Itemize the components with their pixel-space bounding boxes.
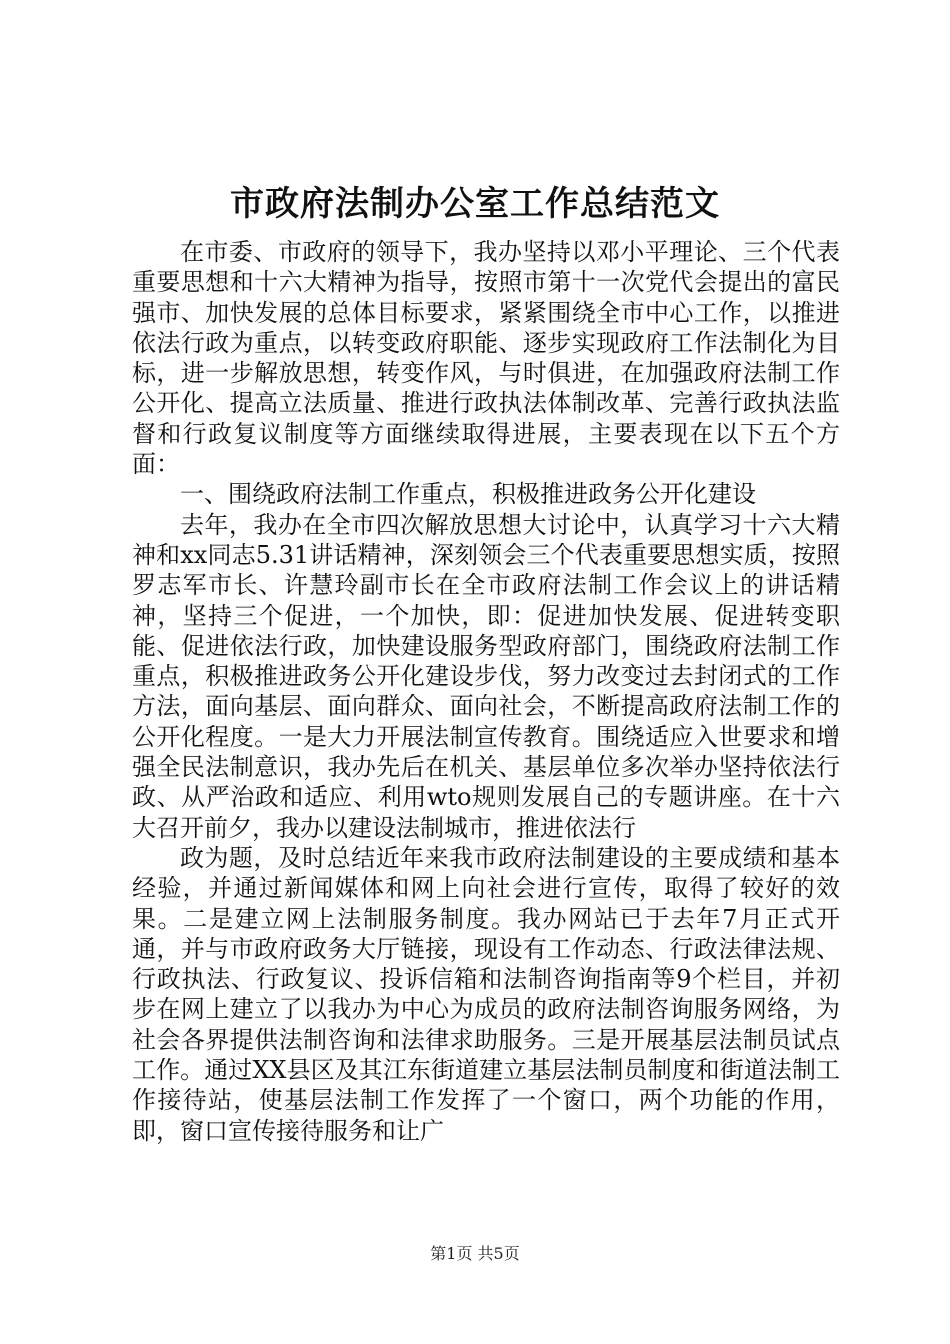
section-heading-1: 一、围绕政府法制工作重点，积极推进政务公开化建设 (180, 480, 756, 509)
paragraph-section-1: 去年，我办在全市四次解放思想大讨论中，认真学习十六大精神和xx同志5.31讲话精神，深刻领会三个代表重要思想实质，按照罗志军市长、许慧玲副市长在全市政府法制工作会议上的讲话精神，坚持三个促进，一个加快，即：促进加快发展、促进转变职能、促进依法行政，加快建设服务型政府部门，围绕政府法制工作重点，积极推进政务公开化建设步伐，努力改变过去封闭式的工作方法，面向基层、面向群众、面向社会，不断提高政府法制工作的公开化程度。一是大力开展法制宣传教育。围绕适应入世要求和增强全民法制意识，我办先后在机关、基层单位多次举办坚持依法行政、从严治政和适应、利用wto规则发展自己的专题讲座。在十六大召开前夕，我办以建设法制城市，推进依法行 (132, 510, 840, 842)
paragraph-section-1-continued: 政为题，及时总结近年来我市政府法制建设的主要成绩和基本经验，并通过新闻媒体和网上向社会进行宣传，取得了较好的效果。二是建立网上法制服务制度。我办网站已于去年7月正式开通，并与市政府政务大厅链接，现设有工作动态、行政法律法规、行政执法、行政复议、投诉信箱和法制咨询指南等9个栏目，并初步在网上建立了以我办为中心为成员的政府法制咨询服务网络，为社会各界提供法制咨询和法律求助服务。三是开展基层法制员试点工作。通过XX县区及其江东街道建立基层法制员制度和街道法制工作接待站，使基层法制工作发挥了一个窗口，两个功能的作用，即，窗口宣传接待服务和让广 (132, 843, 840, 1145)
paragraph-intro: 在市委、市政府的领导下，我办坚持以邓小平理论、三个代表重要思想和十六大精神为指导，按照市第十一次党代会提出的富民强市、加快发展的总体目标要求，紧紧围绕全市中心工作，以推进依法行政为重点，以转变政府职能、逐步实现政府工作法制化为目标，进一步解放思想，转变作风，与时俱进，在加强政府法制工作公开化、提高立法质量、推进行政执法体制改革、完善行政执法监督和行政复议制度等方面继续取得进展，主要表现在以下五个方面： (132, 238, 840, 479)
document-body (132, 237, 840, 1146)
page-number-footer: 第1页 共5页 (430, 1244, 520, 1263)
document-title: 市政府法制办公室工作总结范文 (230, 184, 720, 224)
